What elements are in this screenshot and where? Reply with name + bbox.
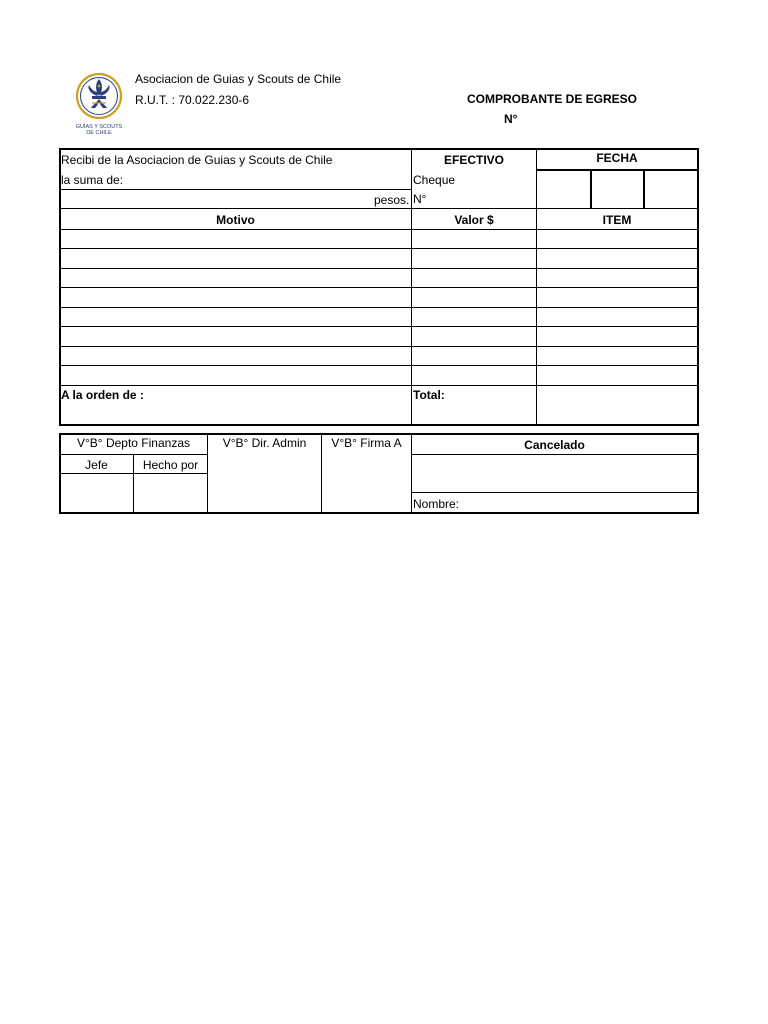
hecho-por-label: Hecho por — [142, 458, 199, 472]
document-title: COMPROBANTE DE EGRESO — [467, 92, 638, 106]
firma-approval-label: V°B° Firma A — [331, 436, 402, 450]
cheque-number-label: N° — [413, 192, 427, 206]
efectivo-label: EFECTIVO — [443, 153, 504, 167]
finanzas-approval-label: V°B° Depto Finanzas — [77, 436, 190, 450]
scouts-logo — [74, 70, 124, 142]
received-from-text: Recibi de la Asociacion de Guias y Scouts de Chile — [61, 153, 333, 167]
amount-label: la suma de: — [61, 173, 124, 187]
total-label: Total: — [413, 388, 445, 402]
logo-text-line-1: GUÍAS Y SCOUTS — [75, 124, 123, 130]
pesos-label: pesos. — [374, 193, 410, 207]
nombre-label: Nombre: — [413, 497, 460, 511]
fecha-label: FECHA — [596, 151, 638, 165]
document-number-label: N° — [504, 112, 518, 126]
item-header: ITEM — [602, 213, 632, 227]
cheque-label: Cheque — [413, 173, 456, 187]
org-rut: R.U.T. : 70.022.230-6 — [135, 93, 250, 107]
org-name: Asociacion de Guias y Scouts de Chile — [135, 72, 342, 86]
logo-text-line-2: DE CHILE — [86, 130, 112, 136]
cancelado-label: Cancelado — [524, 438, 585, 452]
valor-header: Valor $ — [454, 213, 494, 227]
jefe-label: Jefe — [85, 458, 108, 472]
orden-label: A la orden de : — [61, 388, 144, 402]
dir-admin-approval-label: V°B° Dir. Admin — [222, 436, 307, 450]
motivo-header: Motivo — [216, 213, 255, 227]
